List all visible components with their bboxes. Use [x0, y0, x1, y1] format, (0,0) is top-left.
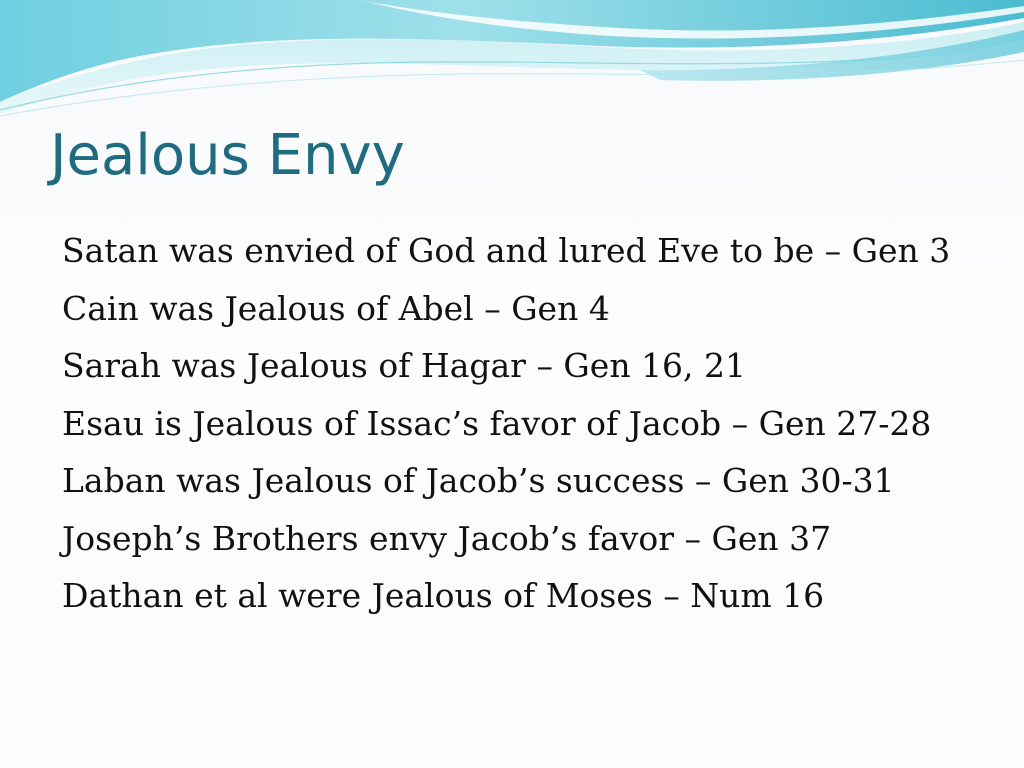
- list-item: Laban was Jealous of Jacob’s success – Gen 30-31: [62, 461, 895, 500]
- list-item: Sarah was Jealous of Hagar – Gen 16, 21: [62, 346, 747, 385]
- list-item: Satan was envied of God and lured Eve to be – Gen 3: [62, 231, 951, 270]
- list-item: Dathan et al were Jealous of Moses – Num 16: [62, 576, 825, 615]
- wave-banner-decoration: [0, 0, 1024, 120]
- list-item: Esau is Jealous of Issac’s favor of Jacob – Gen 27-28: [62, 403, 932, 443]
- list-item: Joseph’s Brothers envy Jacob’s favor – Gen 37: [62, 518, 832, 558]
- list-item: Cain was Jealous of Abel – Gen 4: [62, 288, 610, 328]
- slide-title: Jealous Envy: [50, 123, 405, 188]
- bullet-list: [62, 222, 950, 625]
